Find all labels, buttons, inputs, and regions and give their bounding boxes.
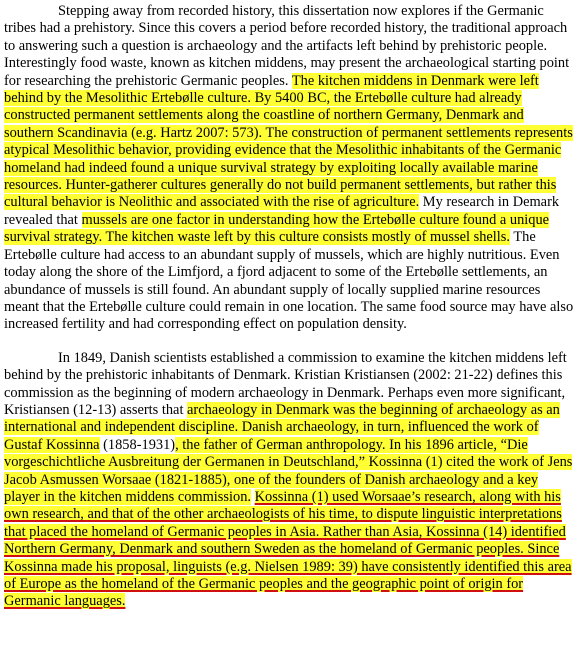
paragraph-1-conclusion: The Ertebølle culture had access to an abundant supply of mussels, which are highly nutritious. Even today along the shore of the Limfjord, a fjord adjacent to some of the Ertebølle settlements, an abundance of mussels is still found. An abundant supply of locally supplied marine resources meant that the Ertebølle culture could remain in one location. The same food source may have also increased fertility and had corresponding effect on population density. [4, 229, 574, 333]
paragraph-2-intro: In 1849, Danish scientists established a commission to examine the kitchen middens left behind by the prehistoric inhabitants of Denmark. Kristian Kristiansen (2002: 21-22) defines this commission as the beginning of modern archaeology in Denmark. Perhaps even more significant, Kristiansen (12-13) asserts that [4, 349, 567, 418]
document-page [4, 3, 575, 611]
highlight-mussels: mussels are one factor in understanding how the Ertebølle culture found a unique survival strategy. The kitchen waste left by this culture consists mostly of mussel shells. [4, 211, 550, 246]
paragraph-1-intro: Stepping away from recorded history, this dissertation now explores if the Germanic tribes had a prehistory. Since this covers a period before recorded history, the traditional approach to answering such a question is archaeology and the artifacts left behind by prehistoric people. Interestingly food waste, known as kitchen middens, may present the archaeological starting point for researching the prehistoric Germanic peoples. [4, 3, 570, 89]
paragraph-1-research-lead: My research in Demark revealed that [4, 194, 560, 228]
highlight-underlined-homeland: Kossinna (1) used Worsaae’s research, along with his own research, and that of the other archaeologists of his time, to dispute linguistic interpretations that placed the homeland of Germanic peoples in Asia. Rather than Asia, Kossinna (14) identified Northern Germany, Denmark and southern Sweden as the homeland of Germanic peoples. Since Kossinna made his proposal, linguists (e.g. Nielsen 1989: 39) have consistently identified this area of Europe as the homeland of the Germanic peoples and the geographic point of origin for Germanic languages. [4, 488, 572, 610]
paragraph-2 [4, 350, 575, 611]
highlight-kossinna-article: , the father of German anthropology. In his 1896 article, “Die vorgeschichtliche Ausbreitung der Germanen in Deutschland,” Kossinna (1) cited the work of Jens Jacob Asmussen Worsaae (1821-1885), one of the founders of Danish archaeology and a key player in the kitchen middens commission. [4, 436, 573, 505]
highlight-kitchen-middens: The kitchen middens in Denmark were left behind by the Mesolithic Ertebølle culture. By 5400 BC, the Ertebølle culture had already constructed permanent settlements along the coastline of northern Germany, Denmark and southern Scandinavia (e.g. Hartz 2007: 573). The construction of permanent settlements represents atypical Mesolithic behavior, providing evidence that the Mesolithic inhabitants of the Germanic homeland had indeed found a unique survival strategy by exploiting locally available marine resources. Hunter-gatherer cultures generally do not build permanent settlements, but rather this cultural behavior is Neolithic and associated with the rise of agriculture. [4, 72, 573, 211]
highlight-archaeology-discipline: archaeology in Denmark was the beginning of archaeology as an international and independent discipline. Danish archaeology, in turn, influenced the work of Gustaf Kossinna [4, 401, 560, 453]
paragraph-1 [4, 3, 575, 334]
paragraph-2-dates: (1858-1931) [99, 436, 176, 453]
